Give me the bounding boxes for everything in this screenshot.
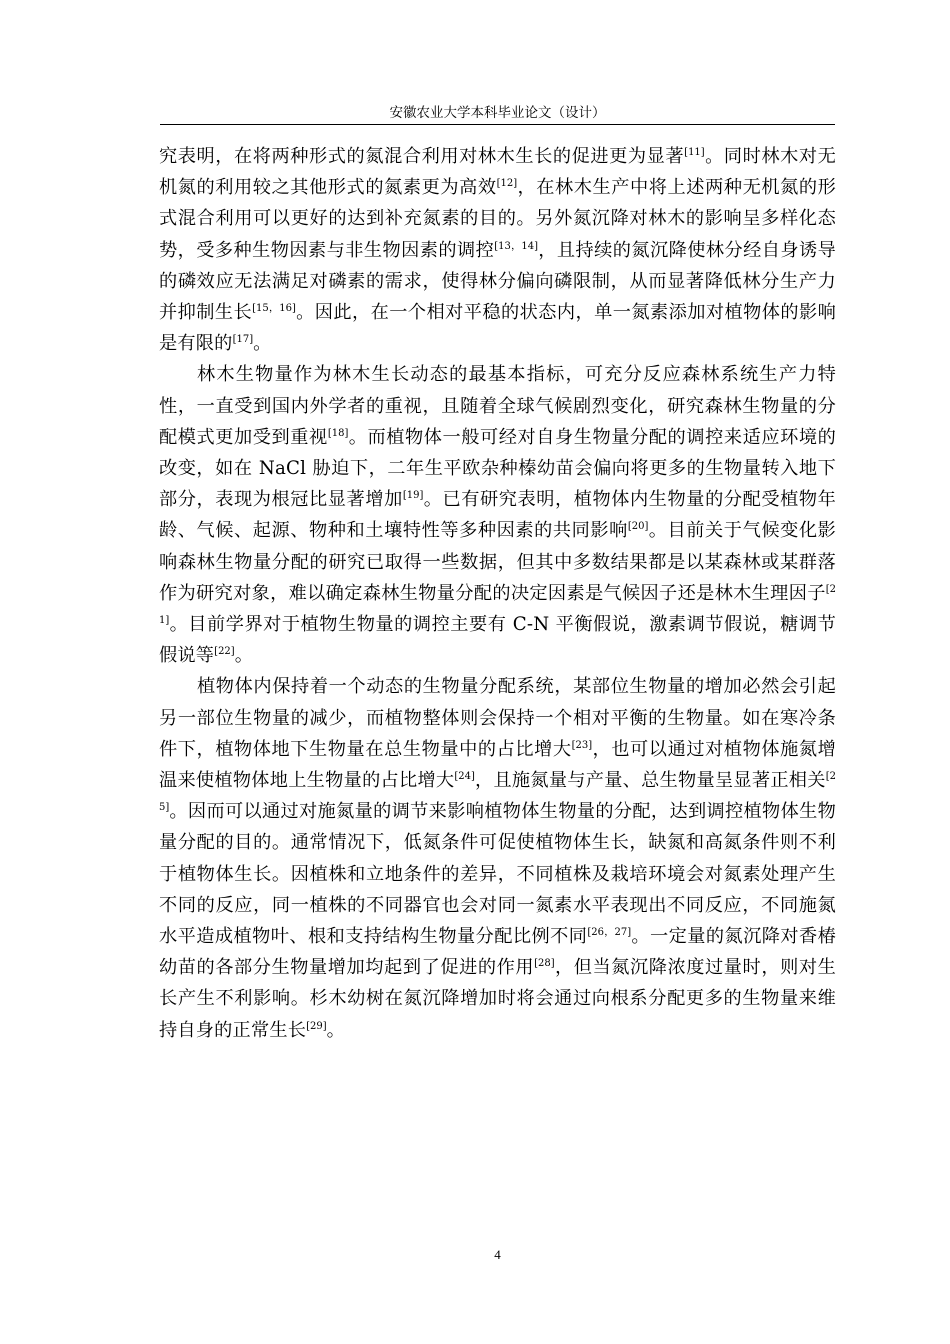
text-run: 。已有研究表明，植物体内生物量的分配受植物年龄、气候、起源、物种和土壤特性等多种因素的共同影响 (159, 489, 836, 542)
paragraph (159, 141, 836, 359)
running-header: 安徽农业大学本科毕业论文（设计） (389, 105, 606, 121)
citation-marker: [15，16] (252, 303, 296, 315)
citation-marker: [24] (454, 771, 475, 783)
text-run: ，在林木生产中将上述两种无机氮的形式混合利用可以更好的达到补充氮素的目的。另外氮沉降对林木的影响呈多样化态势，受多种生物因素与非生物因素的调控 (159, 177, 836, 261)
text-run: 林木生物量作为林木生长动态的最基本指标，可充分反应森林系统生产力特性，一直受到国内外学者的重视，且随着全球气候剧烈变化，研究森林生物量的分配模式更加受到重视 (159, 364, 836, 448)
text-run: 。 (326, 1019, 346, 1041)
text-run: 。因而可以通过对施氮量的调节来影响植物体生物量的分配，达到调控植物体生物量分配的目的。通常情况下，低氮条件可促使植物体生长，缺氮和高氮条件则不利于植物体生长。因植株和立地条件的差异，不同植株及栽培环境会对氮素处理产生不同的反应，同一植株的不同器官也会对同一氮素水平表现出不同反应，不同施氮水平造成植物叶、根和支持结构生物量分配比例不同 (159, 801, 836, 948)
text-run: 。 (234, 645, 254, 667)
citation-marker: [20] (627, 521, 649, 533)
header-rule (160, 124, 835, 125)
text-run: ，且施氮量与产量、总生物量呈显著正相关 (474, 770, 826, 792)
body-text (159, 141, 836, 1046)
page-number: 4 (494, 1247, 501, 1262)
text-run: ，也可以通过对植物体施氮增温来使植物体地上生物量的占比增大 (159, 738, 836, 792)
text-run: 究表明，在将两种形式的氮混合利用对林木生长的促进更为显著 (159, 146, 685, 167)
citation-marker: [22] (214, 646, 235, 658)
citation-marker: [18] (327, 427, 349, 439)
text-run: 。而植物体一般可经对自身生物量分配的调控来适应环境的改变，如在 NaCl 胁迫下，二年生平欧杂种榛幼苗会偏向将更多的生物量转入地下部分，表现为根冠比显著增加 (159, 426, 836, 511)
citation-marker: [17] (232, 334, 254, 346)
citation-marker: [13，14] (494, 240, 538, 252)
text-run: 。同时林木对无机氮的利用较之其他形式的氮素更为高效 (159, 146, 836, 199)
citation-marker: [21] (159, 583, 836, 627)
text-run: 。目前关于气候变化影响森林生物量分配的研究已取得一些数据，但其中多数结果都是以某森林或某群落作为研究对象，难以确定森林生物量分配的决定因素是气候因子还是林木生理因子 (159, 520, 836, 604)
citation-marker: [28] (534, 958, 555, 970)
citation-marker: [25] (159, 771, 836, 814)
citation-marker: [19] (402, 490, 424, 502)
paragraph (159, 671, 836, 1045)
text-run: 。目前学界对于植物生物量的调控主要有 C-N 平衡假说，激素调节假说，糖调节假说等 (159, 614, 836, 667)
paragraph (159, 359, 836, 671)
citation-marker: [23] (571, 739, 593, 751)
citation-marker: [26，27] (587, 927, 632, 939)
text-run: 植物体内保持着一个动态的生物量分配系统，某部位生物量的增加必然会引起另一部位生物量的减少，而植物整体则会保持一个相对平衡的生物量。如在寒冷条件下，植物体地下生物量在总生物量中的占比增大 (159, 676, 836, 760)
citation-marker: [11] (684, 147, 705, 158)
text-run: 。一定量的氮沉降对香椿幼苗的各部分生物量增加均起到了促进的作用 (159, 926, 836, 979)
text-run: 。因此，在一个相对平稳的状态内，单一氮素添加对植物体的影响是有限的 (159, 302, 836, 355)
text-run: ，但当氮沉降浓度过量时，则对生长产生不利影响。杉木幼树在氮沉降增加时将会通过向根系分配更多的生物量来维持自身的正常生长 (159, 957, 836, 1041)
citation-marker: [12] (496, 178, 518, 190)
text-run: 。 (253, 333, 272, 355)
text-run: ，且持续的氮沉降使林分经自身诱导的磷效应无法满足对磷素的需求，使得林分偏向磷限制，从而显著降低林分生产力并抑制生长 (159, 239, 836, 324)
citation-marker: [29] (306, 1020, 327, 1032)
